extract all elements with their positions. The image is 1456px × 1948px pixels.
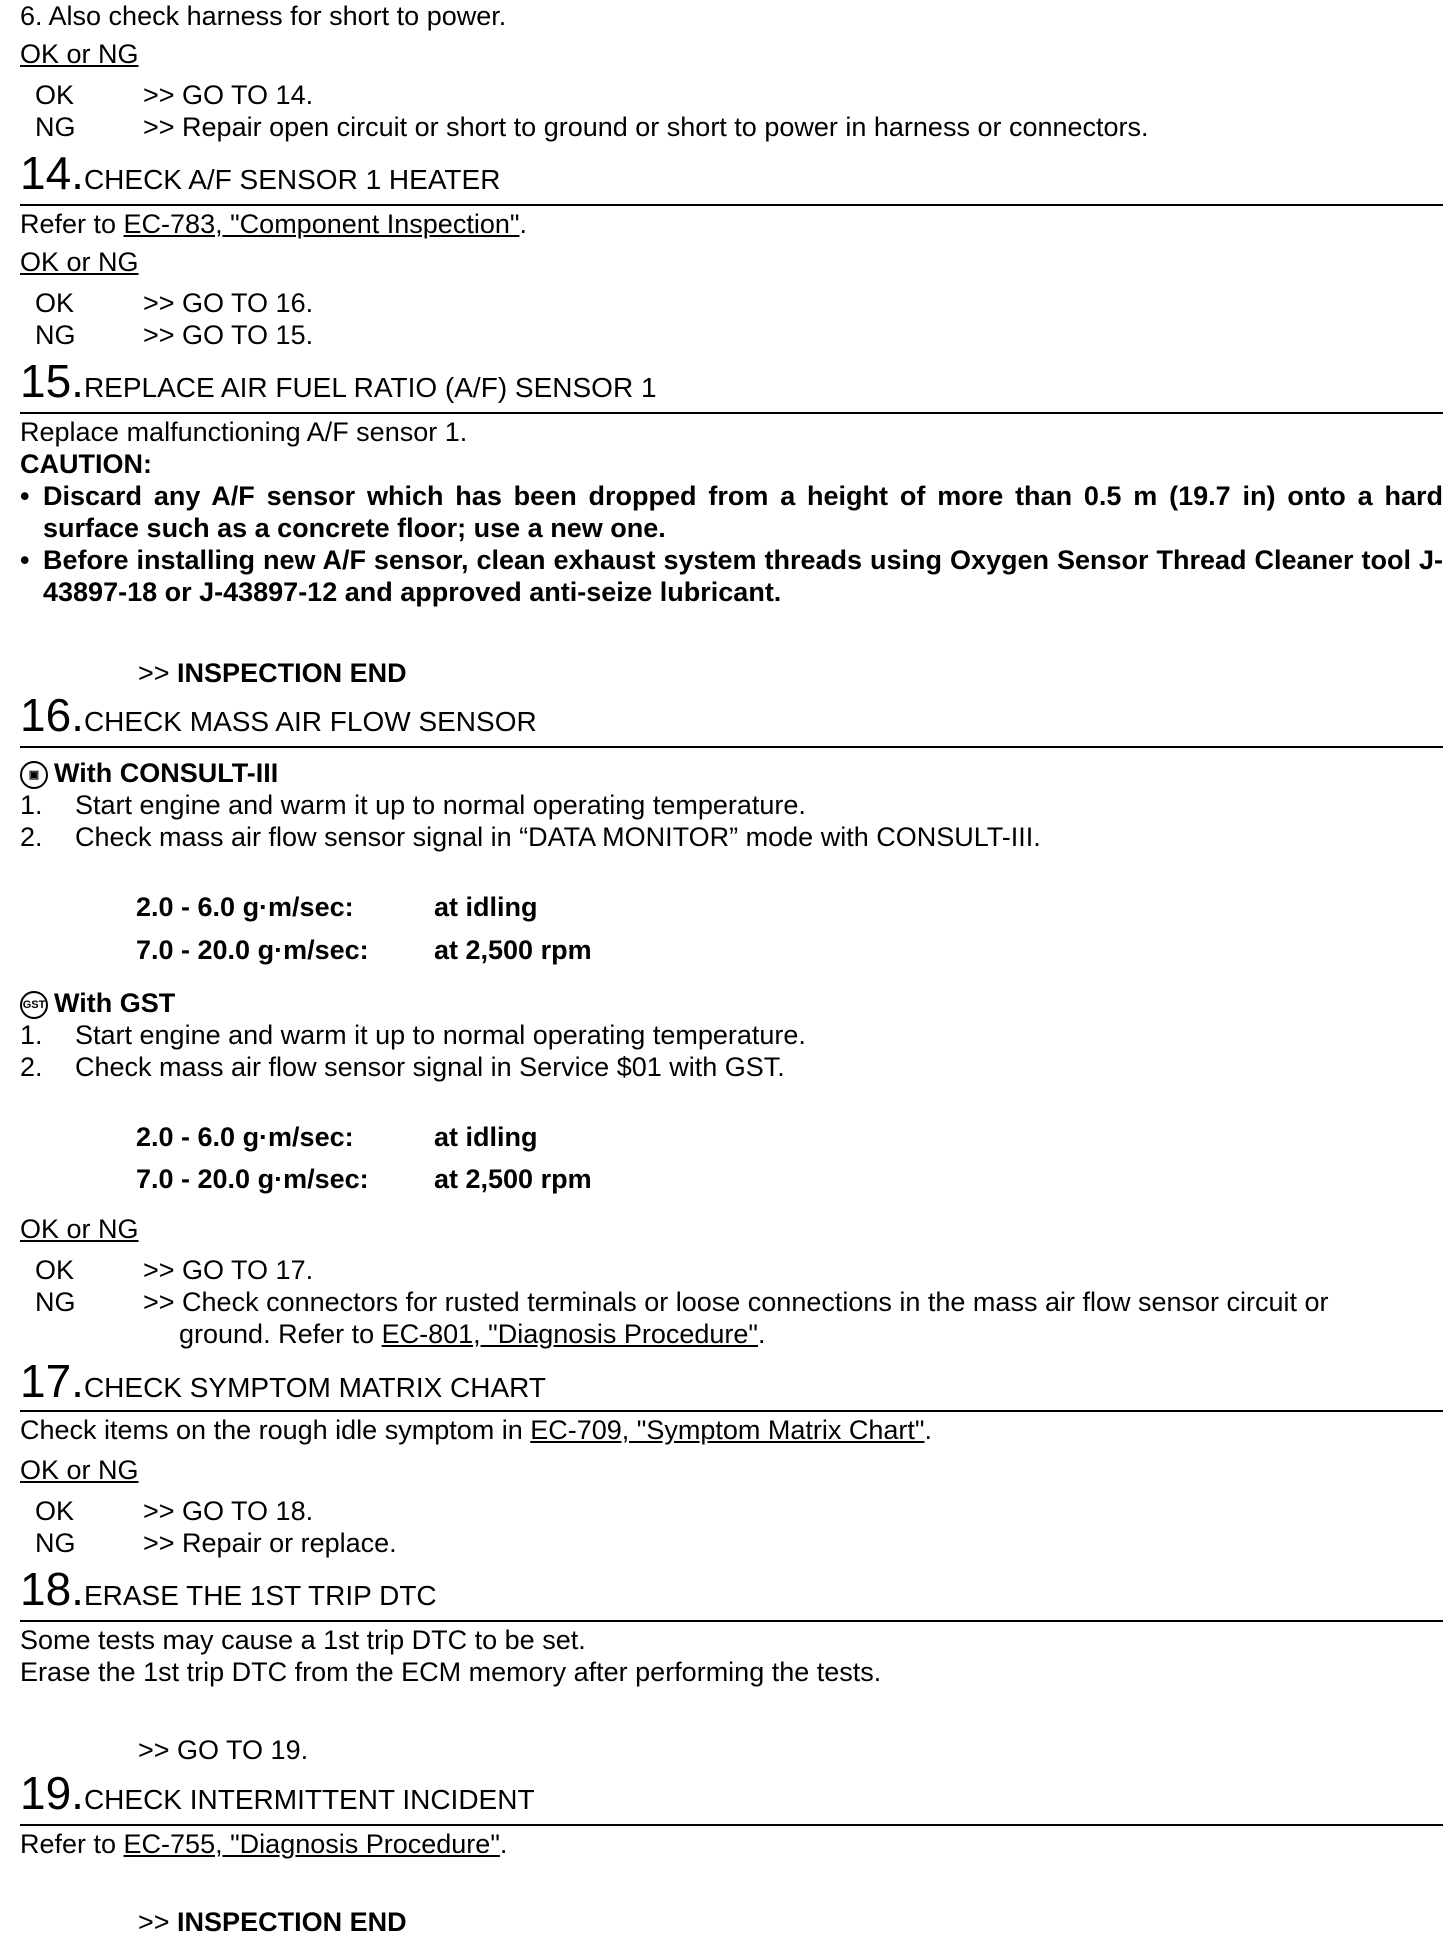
- step-title: CHECK A/F SENSOR 1 HEATER: [83, 164, 501, 195]
- result-ok-text: >> GO TO 14.: [143, 80, 314, 110]
- gst-heading: GST With GST: [20, 987, 175, 1019]
- caution-label: CAUTION:: [20, 449, 152, 479]
- step-18-heading: [20, 1563, 1443, 1615]
- step-title: CHECK MASS AIR FLOW SENSOR: [83, 706, 537, 737]
- result-ok-text: >> GO TO 16.: [143, 288, 314, 318]
- reference-link[interactable]: EC-755, "Diagnosis Procedure": [123, 1829, 500, 1859]
- result-ok-key: OK: [35, 288, 75, 318]
- result-ok-key: OK: [35, 80, 75, 110]
- reference-link[interactable]: EC-709, "Symptom Matrix Chart": [530, 1415, 925, 1445]
- consult-icon: ▣: [20, 761, 48, 789]
- step13-last-line: 6. Also check harness for short to power.: [20, 1, 507, 31]
- reference-link[interactable]: EC-801, "Diagnosis Procedure": [381, 1319, 758, 1349]
- divider: [20, 204, 1443, 206]
- ok-ng-label: OK or NG: [20, 39, 139, 69]
- gst-icon: GST: [20, 991, 48, 1019]
- spec-row: 2.0 - 6.0 g·m/sec: at idling: [136, 892, 538, 922]
- step-number: 19.: [20, 1767, 84, 1819]
- divider: [20, 1410, 1443, 1412]
- result-ng-text: >> Repair or replace.: [143, 1528, 397, 1558]
- step-15-heading: [20, 355, 1443, 407]
- step-14-heading: [20, 147, 1443, 199]
- caution-bullet: • Discard any A/F sensor which has been dropped from a height of more than 0.5 m (19.7 in) onto a hard surface such as a concrete floor; use a new one.: [20, 481, 1443, 543]
- result-ok-text: >> GO TO 17.: [143, 1255, 314, 1285]
- step-title: REPLACE AIR FUEL RATIO (A/F) SENSOR 1: [83, 372, 657, 403]
- consult-heading: ▣ With CONSULT-III: [20, 757, 278, 789]
- step-title: CHECK SYMPTOM MATRIX CHART: [83, 1372, 546, 1403]
- spec-row: 2.0 - 6.0 g·m/sec: at idling: [136, 1122, 538, 1152]
- spec-row: 7.0 - 20.0 g·m/sec: at 2,500 rpm: [136, 935, 592, 965]
- list-item: 1. Start engine and warm it up to normal operating temperature.: [20, 1020, 806, 1050]
- caution-bullet: • Before installing new A/F sensor, clean exhaust system threads using Oxygen Sensor Thread Cleaner tool J-43897-18 or J-43897-12 and approved anti-seize lubricant.: [20, 545, 1443, 607]
- result-ng-text: >> GO TO 15.: [143, 320, 314, 350]
- divider: [20, 412, 1443, 414]
- step-number: 17.: [20, 1355, 84, 1407]
- divider: [20, 1620, 1443, 1622]
- result-ng-key: NG: [35, 112, 76, 142]
- result-ok-text: >> GO TO 18.: [143, 1496, 314, 1526]
- spec-row: 7.0 - 20.0 g·m/sec: at 2,500 rpm: [136, 1164, 592, 1194]
- step-number: 16.: [20, 689, 84, 741]
- refer-line: Refer to EC-783, "Component Inspection".: [20, 209, 527, 239]
- step-17-heading: [20, 1355, 1443, 1407]
- ok-ng-label: OK or NG: [20, 1455, 139, 1485]
- result-ng-key: NG: [35, 1528, 76, 1558]
- divider: [20, 746, 1443, 748]
- divider: [20, 1824, 1443, 1826]
- step-number: 18.: [20, 1563, 84, 1615]
- list-item: 2. Check mass air flow sensor signal in “DATA MONITOR” mode with CONSULT-III.: [20, 822, 1041, 852]
- result-ng-key: NG: [35, 1287, 76, 1317]
- inspection-end: >> INSPECTION END: [138, 1907, 407, 1937]
- result-ok-key: OK: [35, 1496, 75, 1526]
- result-ng-key: NG: [35, 320, 76, 350]
- step15-line1: Replace malfunctioning A/F sensor 1.: [20, 417, 468, 447]
- ok-ng-label: OK or NG: [20, 1214, 139, 1244]
- step-19-heading: [20, 1767, 1443, 1819]
- result-ng-text-cont: ground. Refer to EC-801, "Diagnosis Procedure".: [179, 1319, 766, 1349]
- result-ng-text: >> Repair open circuit or short to ground or short to power in harness or connectors.: [143, 112, 1149, 142]
- step18-line1: Some tests may cause a 1st trip DTC to be set.: [20, 1625, 586, 1655]
- ok-ng-label: OK or NG: [20, 247, 139, 277]
- reference-link[interactable]: EC-783, "Component Inspection": [123, 209, 520, 239]
- result-ng-text: >> Check connectors for rusted terminals or loose connections in the mass air flow sensor circuit or: [143, 1287, 1329, 1317]
- refer-line: Refer to EC-755, "Diagnosis Procedure".: [20, 1829, 508, 1859]
- step-title: ERASE THE 1ST TRIP DTC: [83, 1580, 437, 1611]
- result-ok-key: OK: [35, 1255, 75, 1285]
- inspection-end: >> INSPECTION END: [138, 658, 407, 688]
- step-title: CHECK INTERMITTENT INCIDENT: [83, 1784, 535, 1815]
- step-16-heading: [20, 689, 1443, 741]
- goto-line: >> GO TO 19.: [138, 1735, 309, 1765]
- step-number: 15.: [20, 355, 84, 407]
- step-number: 14.: [20, 147, 84, 199]
- list-item: 1. Start engine and warm it up to normal operating temperature.: [20, 790, 806, 820]
- step18-line2: Erase the 1st trip DTC from the ECM memory after performing the tests.: [20, 1657, 882, 1687]
- list-item: 2. Check mass air flow sensor signal in Service $01 with GST.: [20, 1052, 785, 1082]
- step17-line: Check items on the rough idle symptom in EC-709, "Symptom Matrix Chart".: [20, 1415, 933, 1445]
